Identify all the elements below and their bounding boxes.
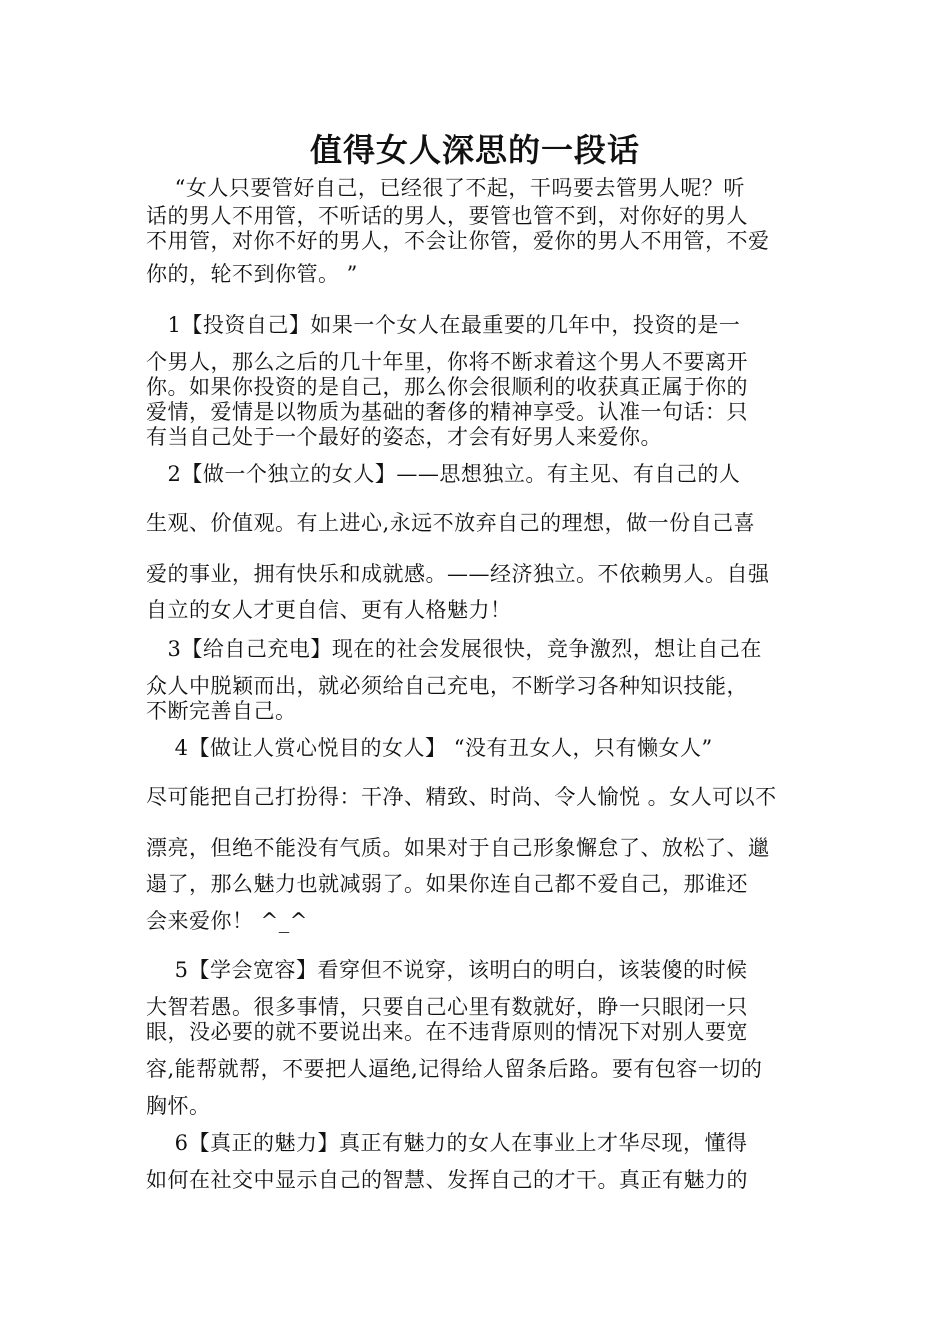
body-line-22: 5【学会宽容】看穿但不说穿，该明白的明白，该装傻的时候 bbox=[146, 958, 748, 982]
body-line-6: 个男人，那么之后的几十年里，你将不断求着这个男人不要离开 bbox=[146, 350, 748, 374]
body-line-23: 大智若愚。很多事情，只要自己心里有数就好，睁一只眼闭一只 bbox=[146, 995, 748, 1019]
body-line-24: 眼，没必要的就不要说出来。在不违背原则的情况下对别人要宽 bbox=[146, 1020, 748, 1044]
body-line-19: 漂亮，但绝不能没有气质。如果对于自己形象懈怠了、放松了、邋 bbox=[146, 836, 770, 860]
body-line-25: 容,能帮就帮，不要把人逼绝,记得给人留条后路。要有包容一切的 bbox=[146, 1057, 763, 1081]
body-line-7: 你。如果你投资的是自己，那么你会很顺利的收获真正属于你的 bbox=[146, 375, 748, 399]
body-line-15: 众人中脱颖而出，就必须给自己充电，不断学习各种知识技能， bbox=[146, 674, 748, 698]
body-line-27: 6【真正的魅力】真正有魅力的女人在事业上才华尽现，懂得 bbox=[146, 1131, 748, 1155]
body-line-2: 话的男人不用管，不听话的男人，要管也管不到，对你好的男人 bbox=[146, 204, 748, 228]
body-line-4: 你的，轮不到你管。 ” bbox=[146, 262, 358, 286]
document-title: 值得女人深思的一段话 bbox=[309, 131, 640, 169]
body-line-18: 尽可能把自己打扮得：干净、精致、时尚、令人愉悦 。女人可以不 bbox=[146, 785, 777, 809]
body-line-20: 遢了，那么魅力也就减弱了。如果你连自己都不爱自己，那谁还 bbox=[146, 872, 748, 896]
body-line-10: 2【做一个独立的女人】——思想独立。有主见、有自己的人 bbox=[146, 462, 741, 486]
body-line-8: 爱情，爱情是以物质为基础的奢侈的精神享受。认准一句话：只 bbox=[146, 400, 748, 424]
body-line-1: “女人只要管好自己，已经很了不起，干吗要去管男人呢？听 bbox=[146, 176, 745, 200]
body-line-12: 爱的事业，拥有快乐和成就感。——经济独立。不依赖男人。自强 bbox=[146, 562, 770, 586]
body-line-16: 不断完善自己。 bbox=[146, 699, 297, 723]
body-line-11: 生观、价值观。有上进心,永远不放弃自己的理想，做一份自己喜 bbox=[146, 511, 756, 535]
body-line-3: 不用管，对你不好的男人，不会让你管，爱你的男人不用管，不爱 bbox=[146, 229, 770, 253]
body-line-26: 胸怀。 bbox=[146, 1094, 211, 1118]
body-line-5: 1【投资自己】如果一个女人在最重要的几年中，投资的是一 bbox=[146, 313, 741, 337]
body-line-13: 自立的女人才更自信、更有人格魅力！ bbox=[146, 598, 512, 622]
body-line-14: 3【给自己充电】现在的社会发展很快，竞争激烈，想让自己在 bbox=[146, 637, 762, 661]
body-line-17: 4【做让人赏心悦目的女人】 “没有丑女人，只有懒女人” bbox=[146, 736, 713, 760]
body-line-21: 会来爱你！ ^_^ bbox=[146, 909, 308, 933]
body-line-9: 有当自己处于一个最好的姿态，才会有好男人来爱你。 bbox=[146, 425, 662, 449]
body-line-28: 如何在社交中显示自己的智慧、发挥自己的才干。真正有魅力的 bbox=[146, 1168, 748, 1192]
